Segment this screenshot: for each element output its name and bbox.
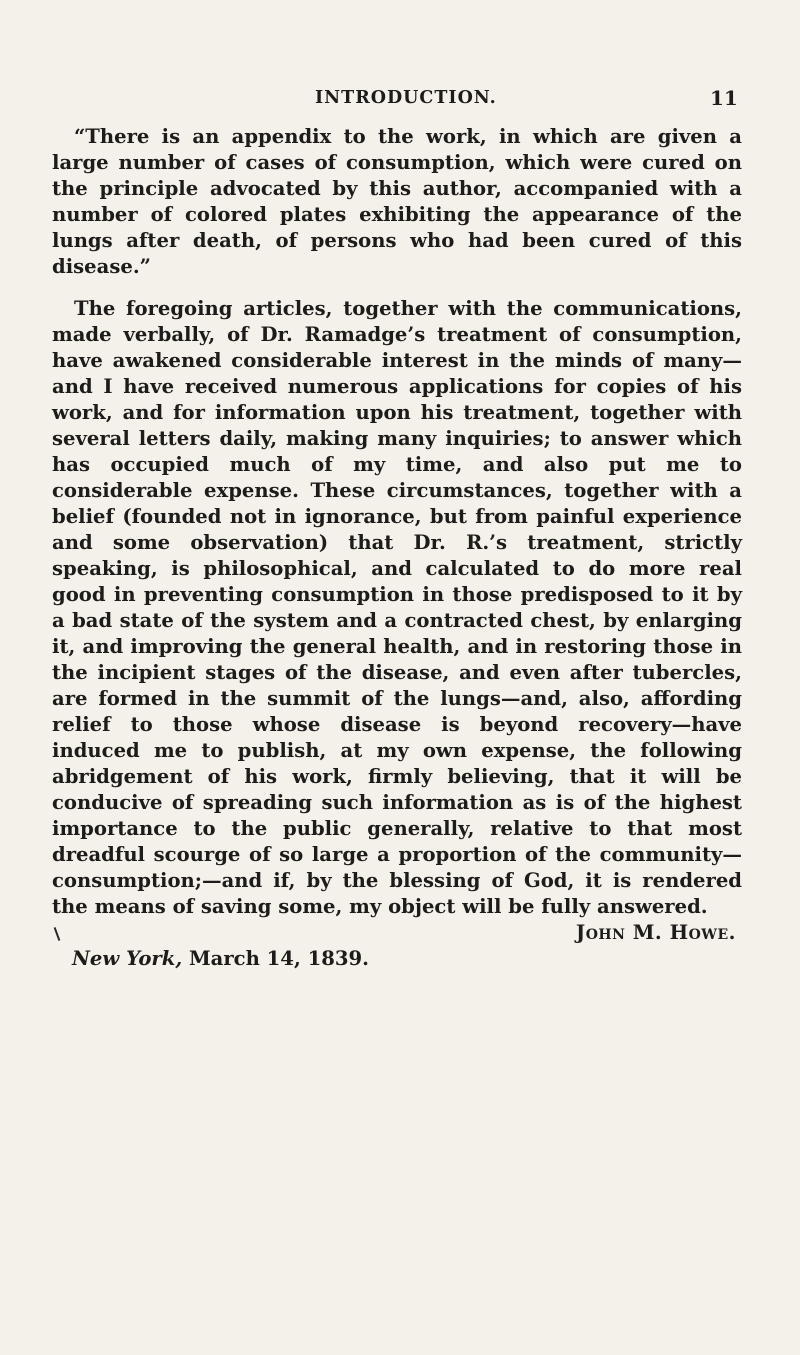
- body-text: [52, 124, 742, 972]
- dateline: [52, 946, 742, 972]
- page-number: 11: [710, 86, 738, 110]
- dateline-date: March 14, 1839.: [188, 947, 369, 970]
- running-head: INTRODUCTION.: [315, 88, 497, 108]
- main-paragraph: The foregoing articles, together with the communications, made verbally, of Dr. Ramadge’s treatment of consumption, have awakened considerable interest in the minds of many—and I have received numerous applications for copies of his work, and for information upon his treatment, together with several letters daily, making many inquiries; to answer which has occupied much of my time, and also put me to considerable expense. These circumstances, together with a belief (founded not in ignorance, but from painful experience and some observation) that Dr. R.’s treatment, strictly speaking, is philosophical, and calculated to do more real good in preventing consumption in those predisposed to it by a bad state of the system and a contracted chest, by enlarging it, and improving the general health, and in restoring those in the incipient stages of the disease, and even after tubercles, are formed in the summit of the lungs—and, also, affording relief to those whose disease is beyond recovery—have induced me to publish, at my own expense, the following abridgement of his work, firmly believing, that it will be conducive of spreading such information as is of the highest importance to the public generally, relative to that most dreadful scourge of so large a proportion of the community—consumption;—and if, by the blessing of God, it is rendered the means of saving some, my object will be fully answered.: [52, 297, 742, 918]
- dateline-place: New York,: [72, 947, 183, 970]
- quoted-paragraph: “There is an appendix to the work, in which are given a large number of cases of consumption, which were cured on the principle advocated by this author, accompanied with a number of colored plates exhibiting the appearance of the lungs after death, of persons who had been cured of this disease.”: [52, 125, 742, 278]
- author-signature: John M. Howe.: [575, 921, 736, 944]
